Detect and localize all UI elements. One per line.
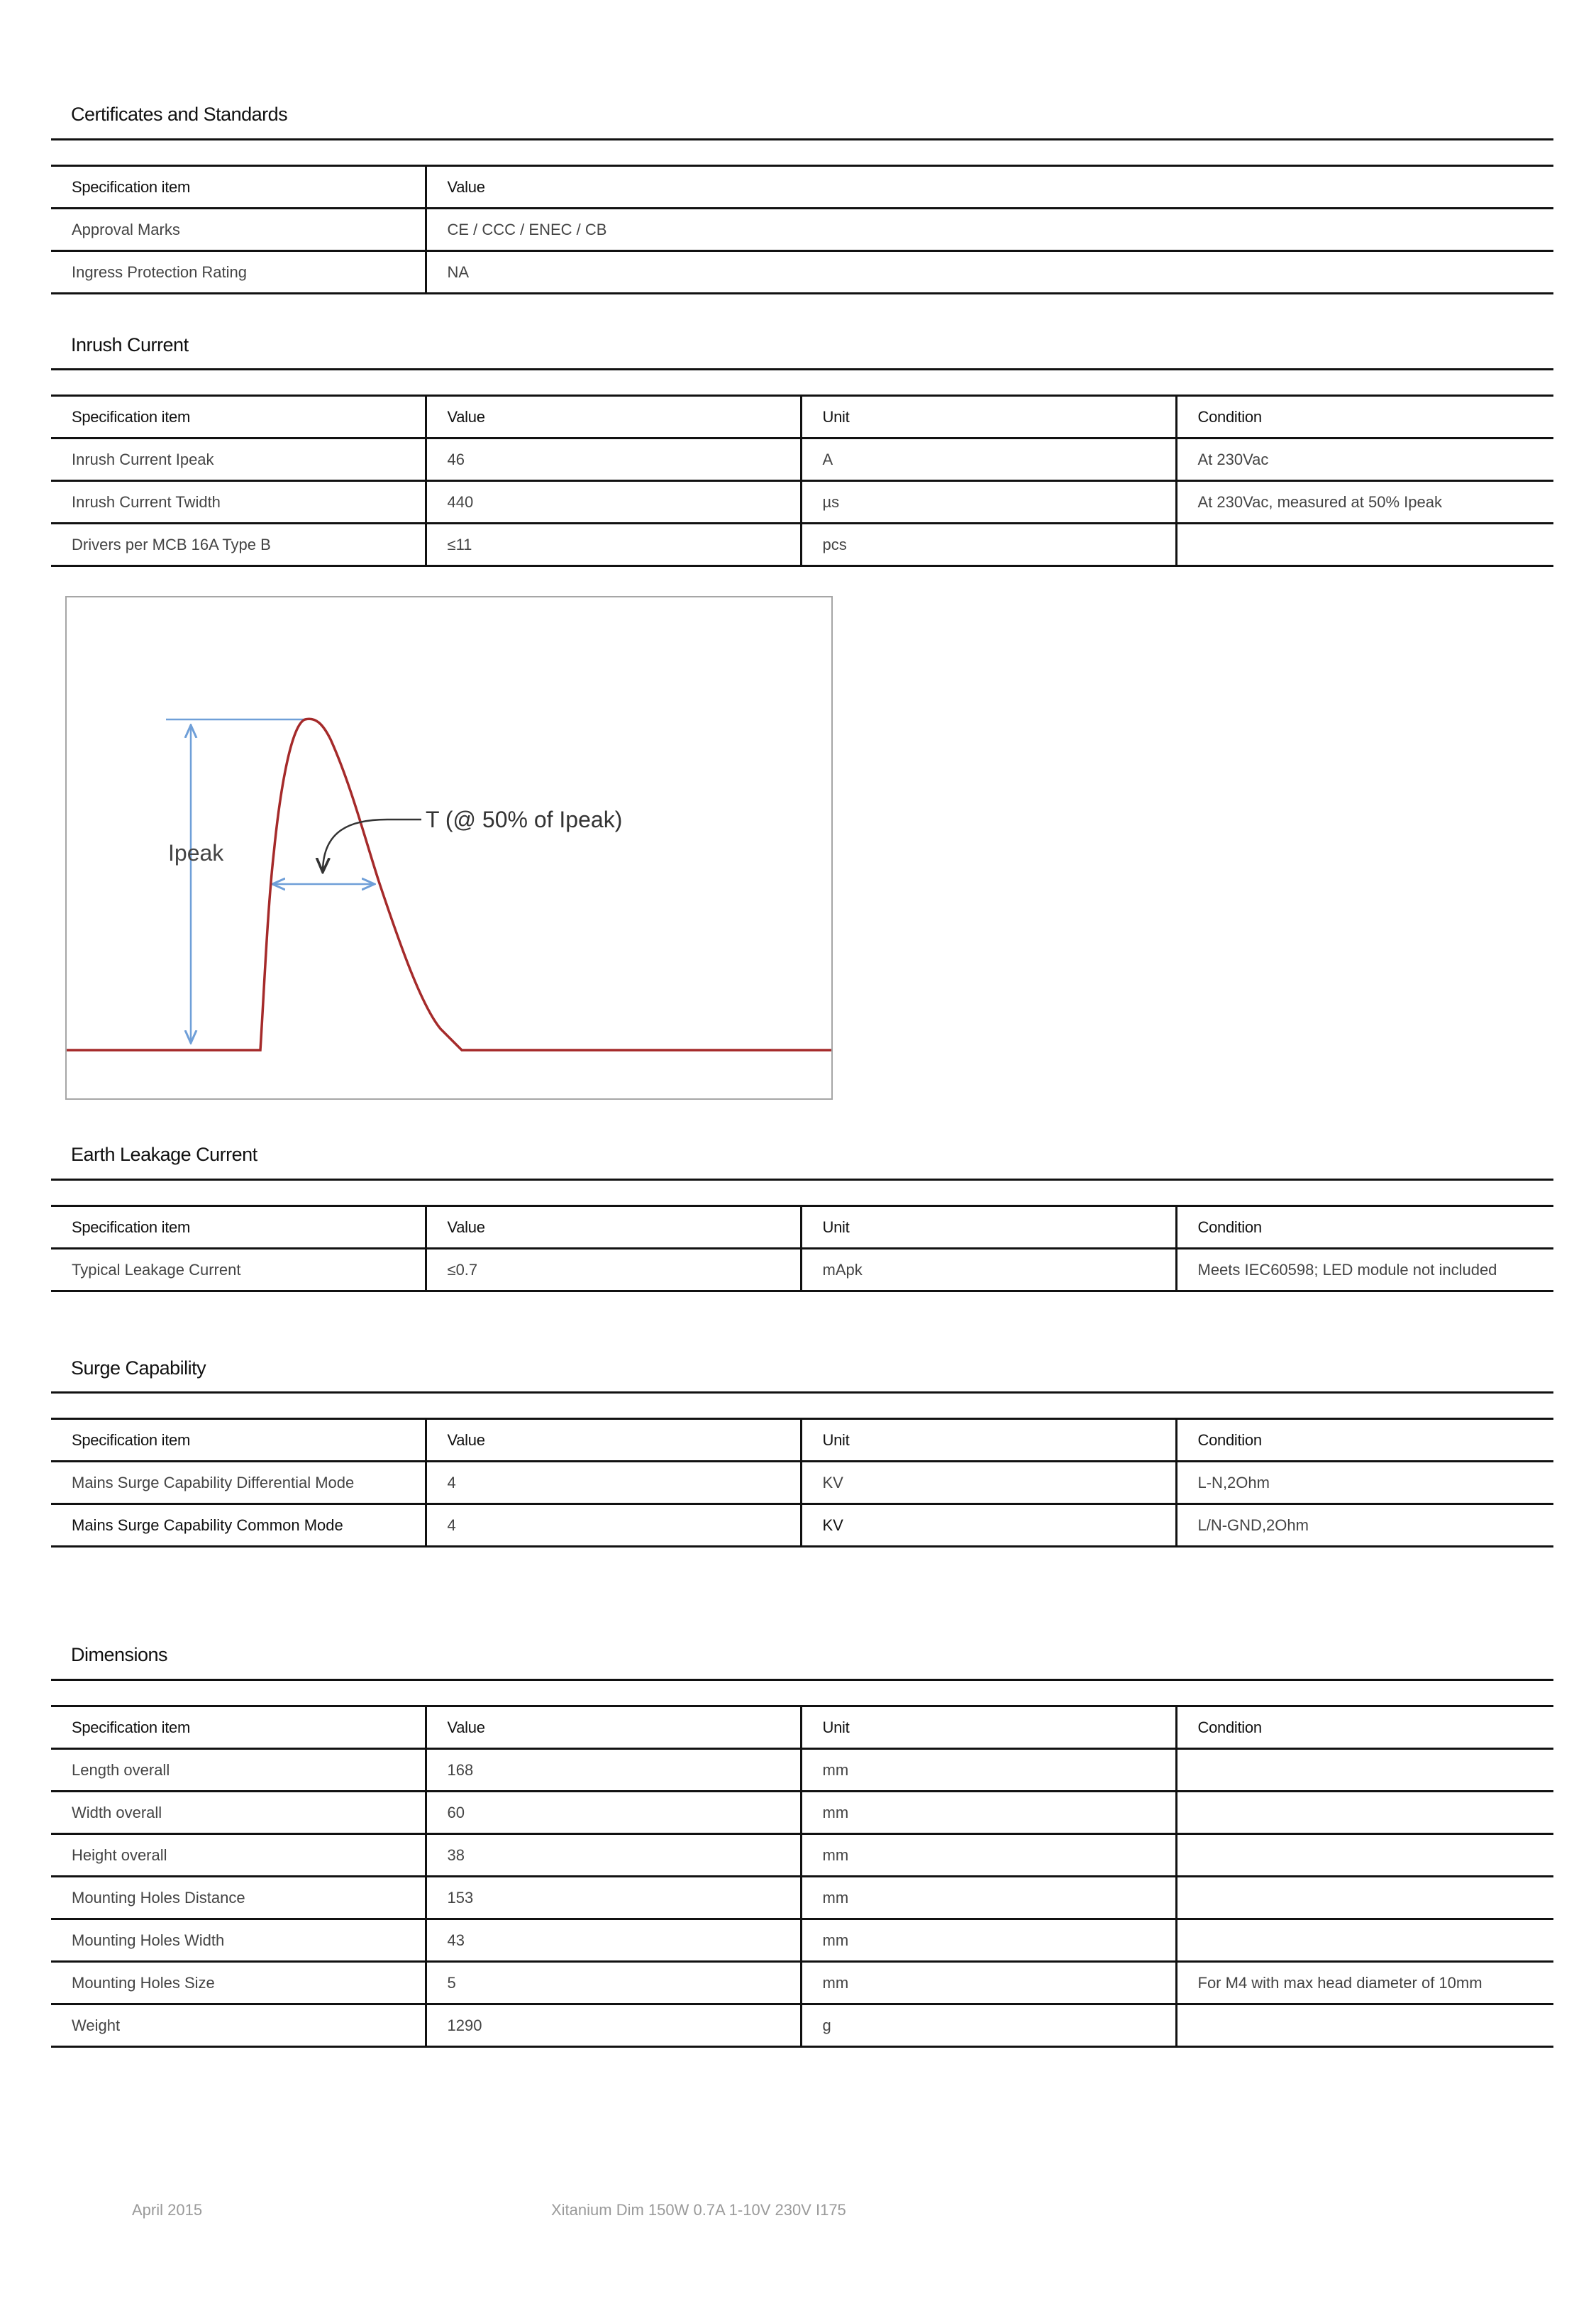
section-rule bbox=[51, 368, 1553, 370]
spec-unit: mm bbox=[801, 1749, 1176, 1792]
spec-item: Length overall bbox=[51, 1749, 426, 1792]
spec-value: 4 bbox=[426, 1504, 801, 1547]
spec-unit: g bbox=[801, 2004, 1176, 2047]
table-header-row bbox=[51, 1206, 1553, 1249]
spec-value: 4 bbox=[426, 1462, 801, 1504]
column-header: Specification item bbox=[51, 1206, 426, 1249]
spec-value: CE / CCC / ENEC / CB bbox=[426, 209, 1553, 251]
spec-unit: µs bbox=[801, 481, 1176, 524]
section-rule bbox=[51, 138, 1553, 140]
column-header: Value bbox=[426, 1706, 801, 1749]
column-header: Unit bbox=[801, 1206, 1176, 1249]
column-header: Unit bbox=[801, 1419, 1176, 1462]
spec-condition: For M4 with max head diameter of 10mm bbox=[1176, 1962, 1553, 2004]
section-title-inrush: Inrush Current bbox=[71, 334, 189, 355]
table-row bbox=[51, 1792, 1553, 1834]
spec-condition: At 230Vac bbox=[1176, 438, 1553, 481]
section-title-surge: Surge Capability bbox=[71, 1357, 206, 1379]
spec-item: Mounting Holes Size bbox=[51, 1962, 426, 2004]
spec-value: 1290 bbox=[426, 2004, 801, 2047]
spec-item: Mounting Holes Width bbox=[51, 1919, 426, 1962]
spec-item: Typical Leakage Current bbox=[51, 1249, 426, 1291]
spec-condition bbox=[1176, 2004, 1553, 2047]
surge-table bbox=[51, 1418, 1553, 1548]
table-row bbox=[51, 251, 1553, 294]
spec-item: Mains Surge Capability Differential Mode bbox=[51, 1462, 426, 1504]
table-row bbox=[51, 1749, 1553, 1792]
spec-condition: L-N,2Ohm bbox=[1176, 1462, 1553, 1504]
spec-unit: mApk bbox=[801, 1249, 1176, 1291]
column-header: Specification item bbox=[51, 1419, 426, 1462]
spec-unit: mm bbox=[801, 1877, 1176, 1919]
inrush-current-curve bbox=[67, 719, 831, 1050]
spec-value: ≤0.7 bbox=[426, 1249, 801, 1291]
spec-unit: mm bbox=[801, 1792, 1176, 1834]
spec-condition: Meets IEC60598; LED module not included bbox=[1176, 1249, 1553, 1291]
spec-condition bbox=[1176, 1877, 1553, 1919]
spec-value: 38 bbox=[426, 1834, 801, 1877]
spec-condition bbox=[1176, 1792, 1553, 1834]
spec-unit: mm bbox=[801, 1962, 1176, 2004]
spec-condition bbox=[1176, 1749, 1553, 1792]
table-row bbox=[51, 1834, 1553, 1877]
spec-value: 5 bbox=[426, 1962, 801, 2004]
spec-value: ≤11 bbox=[426, 524, 801, 566]
table-row bbox=[51, 524, 1553, 566]
spec-item: Approval Marks bbox=[51, 209, 426, 251]
waveform-svg bbox=[67, 597, 831, 1098]
spec-condition: At 230Vac, measured at 50% Ipeak bbox=[1176, 481, 1553, 524]
table-row bbox=[51, 1919, 1553, 1962]
inrush-waveform-diagram bbox=[65, 596, 833, 1100]
spec-unit: A bbox=[801, 438, 1176, 481]
section-rule bbox=[51, 1179, 1553, 1181]
spec-value: 440 bbox=[426, 481, 801, 524]
spec-condition bbox=[1176, 1834, 1553, 1877]
spec-unit: mm bbox=[801, 1919, 1176, 1962]
leakage-table bbox=[51, 1205, 1553, 1292]
spec-item: Mounting Holes Distance bbox=[51, 1877, 426, 1919]
table-row bbox=[51, 2004, 1553, 2047]
spec-item: Inrush Current Twidth bbox=[51, 481, 426, 524]
spec-item: Height overall bbox=[51, 1834, 426, 1877]
table-row bbox=[51, 1962, 1553, 2004]
table-row bbox=[51, 1462, 1553, 1504]
spec-value: 168 bbox=[426, 1749, 801, 1792]
spec-value: 46 bbox=[426, 438, 801, 481]
footer-product-name: Xitanium Dim 150W 0.7A 1-10V 230V I175 bbox=[551, 2201, 846, 2219]
table-row bbox=[51, 438, 1553, 481]
section-rule bbox=[51, 1679, 1553, 1681]
section-rule bbox=[51, 1391, 1553, 1394]
ipeak-label: Ipeak bbox=[168, 840, 224, 866]
section-title-leakage: Earth Leakage Current bbox=[71, 1144, 257, 1165]
table-row bbox=[51, 481, 1553, 524]
table-header-row bbox=[51, 1419, 1553, 1462]
spec-value: NA bbox=[426, 251, 1553, 294]
column-header: Condition bbox=[1176, 1206, 1553, 1249]
t-label: T (@ 50% of Ipeak) bbox=[426, 807, 623, 832]
table-row bbox=[51, 209, 1553, 251]
column-header: Condition bbox=[1176, 1419, 1553, 1462]
footer-date: April 2015 bbox=[132, 2201, 203, 2219]
column-header: Specification item bbox=[51, 1706, 426, 1749]
spec-condition bbox=[1176, 524, 1553, 566]
table-header-row bbox=[51, 1706, 1553, 1749]
column-header: Condition bbox=[1176, 396, 1553, 438]
spec-unit: pcs bbox=[801, 524, 1176, 566]
column-header: Value bbox=[426, 1206, 801, 1249]
inrush-table bbox=[51, 395, 1553, 567]
spec-item: Width overall bbox=[51, 1792, 426, 1834]
section-title-dimensions: Dimensions bbox=[71, 1644, 168, 1665]
spec-condition: L/N-GND,2Ohm bbox=[1176, 1504, 1553, 1547]
column-header: Value bbox=[426, 1419, 801, 1462]
certificates-table bbox=[51, 165, 1553, 294]
table-row bbox=[51, 1249, 1553, 1291]
spec-item: Weight bbox=[51, 2004, 426, 2047]
spec-item: Drivers per MCB 16A Type B bbox=[51, 524, 426, 566]
column-header: Specification item bbox=[51, 166, 426, 209]
table-row bbox=[51, 1504, 1553, 1547]
table-row bbox=[51, 1877, 1553, 1919]
spec-item: Inrush Current Ipeak bbox=[51, 438, 426, 481]
spec-unit: mm bbox=[801, 1834, 1176, 1877]
section-title-certificates: Certificates and Standards bbox=[71, 104, 288, 125]
spec-condition bbox=[1176, 1919, 1553, 1962]
column-header: Specification item bbox=[51, 396, 426, 438]
column-header: Condition bbox=[1176, 1706, 1553, 1749]
column-header: Unit bbox=[801, 1706, 1176, 1749]
column-header: Unit bbox=[801, 396, 1176, 438]
column-header: Value bbox=[426, 166, 1553, 209]
table-header-row bbox=[51, 396, 1553, 438]
spec-item: Mains Surge Capability Common Mode bbox=[51, 1504, 426, 1547]
spec-unit: KV bbox=[801, 1504, 1176, 1547]
table-header-row bbox=[51, 166, 1553, 209]
spec-value: 43 bbox=[426, 1919, 801, 1962]
dimensions-table bbox=[51, 1705, 1553, 2048]
spec-value: 153 bbox=[426, 1877, 801, 1919]
spec-unit: KV bbox=[801, 1462, 1176, 1504]
column-header: Value bbox=[426, 396, 801, 438]
spec-item: Ingress Protection Rating bbox=[51, 251, 426, 294]
spec-value: 60 bbox=[426, 1792, 801, 1834]
